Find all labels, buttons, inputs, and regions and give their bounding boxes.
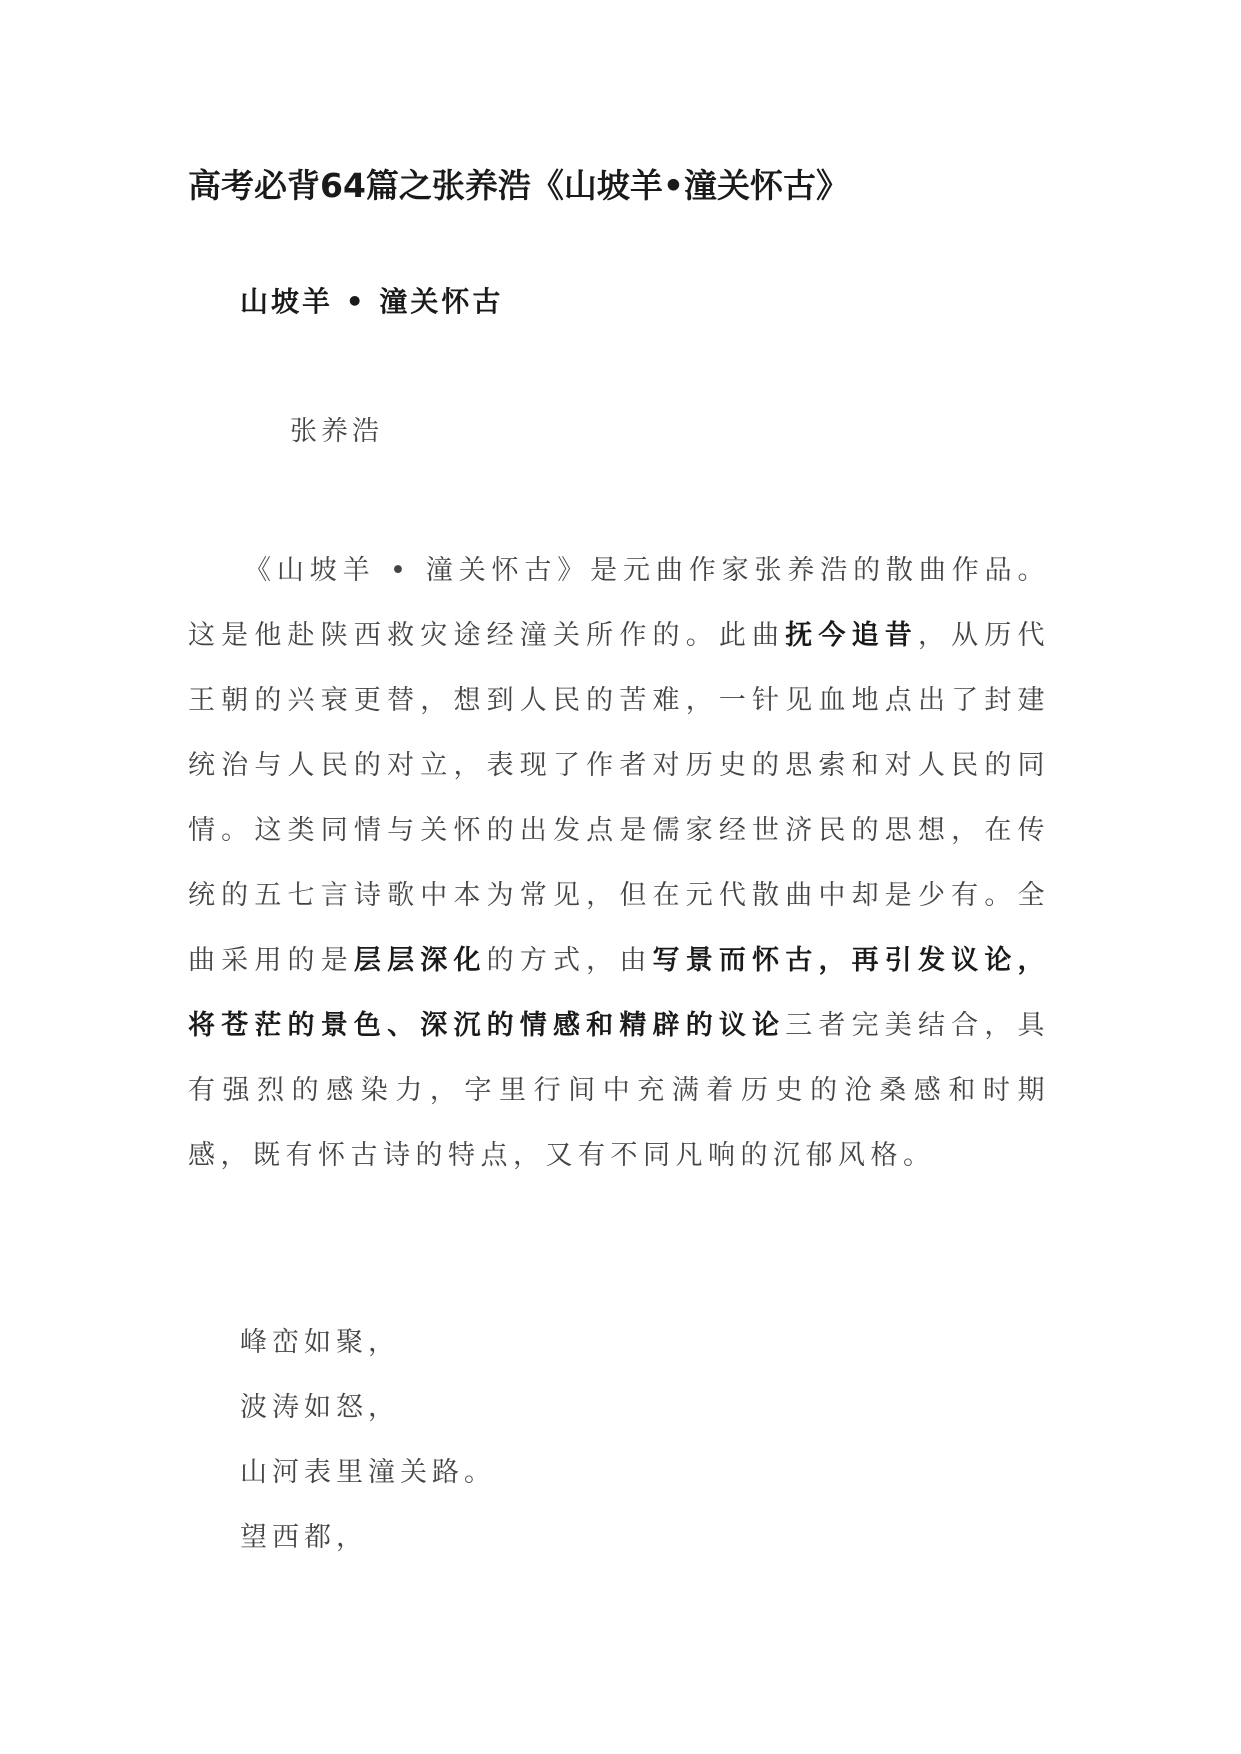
intro-text-1: 《山坡羊 • 潼关怀古》是元曲作家张养浩的散曲作品。这是他赴陕西救灾途经潼关所作的。此曲 (188, 555, 1050, 651)
intro-text-2: ，从历代王朝的兴衰更替，想到人民的苦难，一针见血地点出了封建统治与人民的对立，表现了作者对历史的思索和对人民的同情。这类同情与关怀的出发点是儒家经世济民的思想，在传统的五七言诗歌中本为常见，但在元代散曲中却是少有。全曲采用的是 (188, 620, 1051, 976)
intro-emphasis-2: 层层深化 (353, 945, 487, 976)
poem-verses (240, 1310, 496, 1570)
document-title: 高考必背64篇之张养浩《山坡羊•潼关怀古》 (188, 166, 850, 205)
poem-title: 山坡羊 • 潼关怀古 (240, 285, 504, 318)
intro-text-3: 的方式，由 (486, 945, 653, 976)
intro-paragraph (188, 538, 1050, 1188)
verse-line: 峰峦如聚， (240, 1327, 400, 1358)
intro-emphasis-3: 写景而怀古，再引发议论，将苍茫的景色、深沉的情感和精辟的议论 (188, 945, 1051, 1041)
intro-text-4: 三者完美结合，具有强烈的感染力，字里行间中充满着历史的沧桑感和时期感，既有怀古诗的特点，又有不同凡响的沉郁风格。 (188, 1010, 1051, 1171)
verse-line: 望西都， (240, 1522, 368, 1553)
poem-author: 张养浩 (290, 416, 383, 447)
intro-emphasis-1: 抚今追昔 (785, 620, 918, 651)
verse-line: 山河表里潼关路。 (240, 1457, 496, 1488)
verse-line: 波涛如怒， (240, 1392, 400, 1423)
